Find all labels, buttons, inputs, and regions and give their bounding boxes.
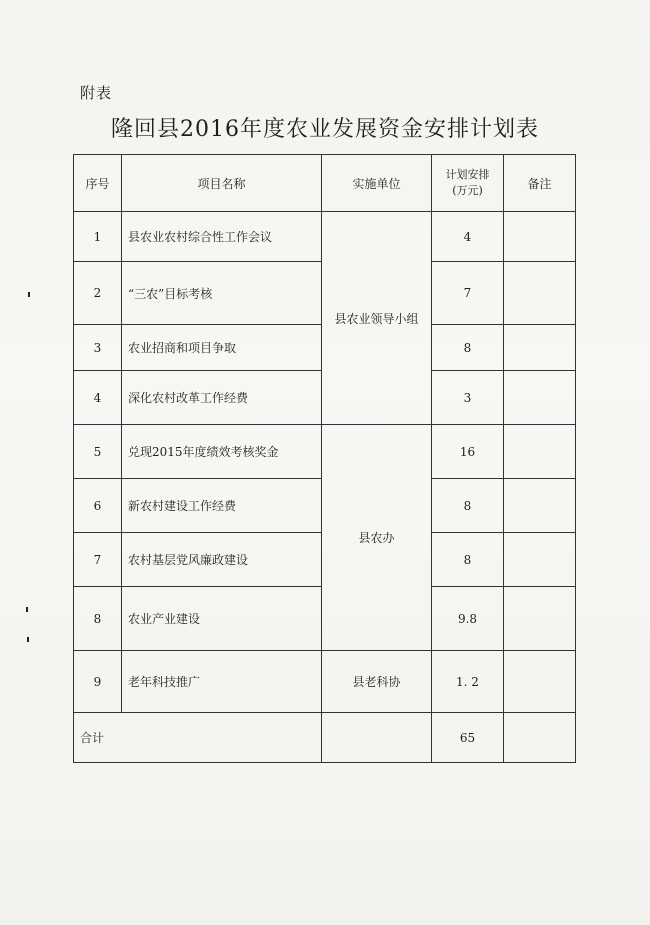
total-row: [74, 713, 576, 763]
row-seq: 2: [74, 262, 122, 325]
row-remark: [504, 479, 576, 533]
attachment-label: 附表: [80, 84, 113, 102]
table-row: [74, 651, 576, 713]
row-project: 新农村建设工作经费: [122, 479, 322, 533]
total-label: 合计: [74, 713, 322, 763]
row-seq: 8: [74, 587, 122, 651]
row-amount: 4: [432, 212, 504, 262]
row-amount: 7: [432, 262, 504, 325]
row-seq: 3: [74, 325, 122, 371]
header-project: 项目名称: [122, 155, 322, 212]
header-remark: 备注: [504, 155, 576, 212]
total-unit-empty: [322, 713, 432, 763]
row-amount: 3: [432, 371, 504, 425]
row-project: “三农”目标考核: [122, 262, 322, 325]
unit-cell: 县老科协: [322, 651, 432, 713]
row-remark: [504, 651, 576, 713]
unit-cell: 县农办: [322, 425, 432, 651]
row-remark: [504, 587, 576, 651]
row-project: 农村基层党风廉政建设: [122, 533, 322, 587]
document-title: 隆回县2016年度农业发展资金安排计划表: [111, 117, 539, 142]
row-seq: 1: [74, 212, 122, 262]
table-row: [74, 212, 576, 262]
row-seq: 4: [74, 371, 122, 425]
row-project: 县农业农村综合性工作会议: [122, 212, 322, 262]
row-seq: 7: [74, 533, 122, 587]
scan-mark: [26, 607, 28, 612]
total-amount: 65: [432, 713, 504, 763]
table-row: [74, 425, 576, 479]
row-amount: 16: [432, 425, 504, 479]
row-seq: 6: [74, 479, 122, 533]
row-remark: [504, 425, 576, 479]
row-project: 深化农村改革工作经费: [122, 371, 322, 425]
row-amount: 9.8: [432, 587, 504, 651]
row-remark: [504, 371, 576, 425]
row-amount: 1. 2: [432, 651, 504, 713]
scan-mark: [28, 292, 30, 297]
header-amount: [432, 155, 504, 212]
scan-mark: [27, 637, 29, 642]
row-project: 老年科技推广: [122, 651, 322, 713]
row-seq: 9: [74, 651, 122, 713]
row-remark: [504, 533, 576, 587]
row-amount: 8: [432, 325, 504, 371]
table-header-row: [74, 155, 576, 212]
header-unit: 实施单位: [322, 155, 432, 212]
header-amount-line1: 计划安排: [445, 168, 490, 181]
header-seq: 序号: [74, 155, 122, 212]
row-project: 农业产业建设: [122, 587, 322, 651]
row-seq: 5: [74, 425, 122, 479]
unit-cell: 县农业领导小组: [322, 212, 432, 425]
row-amount: 8: [432, 533, 504, 587]
total-remark-empty: [504, 713, 576, 763]
row-remark: [504, 325, 576, 371]
row-project: 农业招商和项目争取: [122, 325, 322, 371]
row-project: 兑现2015年度绩效考核奖金: [122, 425, 322, 479]
row-remark: [504, 212, 576, 262]
row-amount: 8: [432, 479, 504, 533]
funding-plan-table: [73, 154, 576, 763]
row-remark: [504, 262, 576, 325]
header-amount-line2: (万元): [452, 184, 483, 197]
